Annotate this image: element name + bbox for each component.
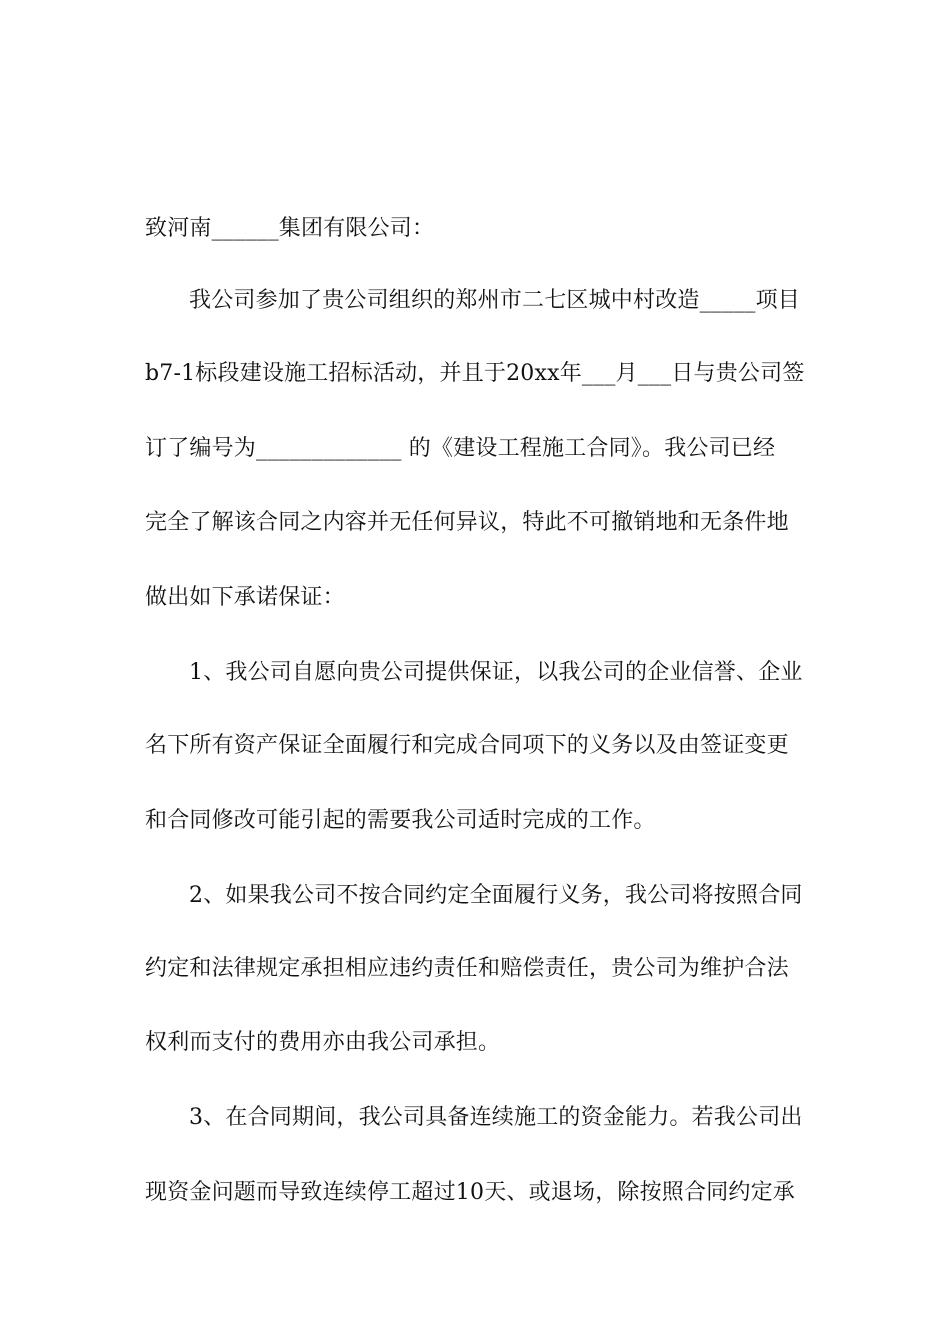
item2-line-2: 约定和法律规定承担相应违约责任和赔偿责任，贵公司为维护合法 — [145, 956, 789, 981]
item1-line-3: 和合同修改可能引起的需要我公司适时完成的工作。 — [145, 808, 656, 833]
paragraph1-line-5: 做出如下承诺保证： — [145, 585, 345, 610]
item2-line-1: 2、如果我公司不按合同约定全面履行义务，我公司将按照合同 — [189, 883, 803, 908]
paragraph1-line-1: 我公司参加了贵公司组织的郑州市二七区城中村改造_____项目 — [189, 288, 801, 313]
item3-line-1: 3、在合同期间，我公司具备连续施工的资金能力。若我公司出 — [189, 1105, 803, 1130]
item2-line-3: 权利而支付的费用亦由我公司承担。 — [145, 1030, 501, 1055]
item1-line-2: 名下所有资产保证全面履行和完成合同项下的义务以及由签证变更 — [145, 733, 789, 758]
paragraph1-line-2: b7-1标段建设施工招标活动，并且于20xx年___月___日与贵公司签 — [145, 361, 805, 386]
paragraph1-line-3: 订了编号为_____________ 的《建设工程施工合同》。我公司已经 — [145, 436, 776, 461]
item1-line-1: 1、我公司自愿向贵公司提供保证，以我公司的企业信誉、企业 — [189, 660, 803, 685]
item3-line-2: 现资金问题而导致连续停工超过10天、或退场，除按照合同约定承 — [145, 1180, 795, 1205]
paragraph1-line-4: 完全了解该合同之内容并无任何异议，特此不可撤销地和无条件地 — [145, 510, 789, 535]
salutation-line: 致河南______集团有限公司： — [145, 216, 435, 241]
